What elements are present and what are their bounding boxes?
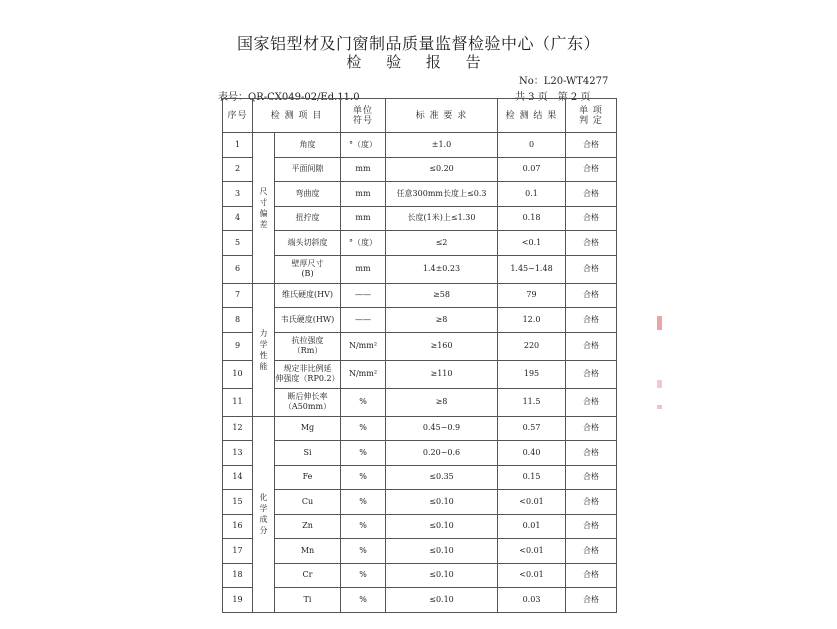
col-result-header: 检 测 结 果 [498, 99, 566, 133]
table-row: 8 韦氏硬度(HW) —— ≥8 12.0 合格 [223, 308, 617, 333]
col-judge-header: 单 项 判 定 [566, 99, 617, 133]
page-count: 共 3 页 第 2 页 [515, 92, 591, 103]
table-row: 10 规定非比例延 伸强度（RP0.2） N/mm² ≥110 195 合格 [223, 360, 617, 388]
form-number: 表号：QR-CX049-02/Ed.11.0 [218, 92, 360, 103]
seal-fragment [657, 380, 662, 388]
table-row: 5 端头切斜度 °（度） ≤2 <0.1 合格 [223, 231, 617, 256]
table-row: 3 弯曲度 mm 任意300mm长度上≤0.3 0.1 合格 [223, 182, 617, 207]
table-row: 2 平面间隙 mm ≤0.20 0.07 合格 [223, 157, 617, 182]
col-seq-header: 序号 [223, 99, 253, 133]
table-row: 7 力学性能 维氏硬度(HV) —— ≥58 79 合格 [223, 283, 617, 308]
report-number: No：L20-WT4277 [519, 76, 609, 87]
table-row: 6 壁厚尺寸 (B) mm 1.4±0.23 1.45~1.48 合格 [223, 255, 617, 283]
table-row: 13 Si % 0.20~0.6 0.40 合格 [223, 441, 617, 466]
table-row: 18 Cr % ≤0.10 <0.01 合格 [223, 563, 617, 588]
group-dimension: 尺寸偏差 [253, 133, 275, 284]
report-title: 检 验 报 告 [346, 53, 491, 71]
institution-title: 国家铝型材及门窗制品质量监督检验中心（广东） [236, 34, 600, 53]
table-row: 9 抗拉强度 （Rm） N/mm² ≥160 220 合格 [223, 332, 617, 360]
col-standard-header: 标 准 要 求 [386, 99, 498, 133]
table-row: 11 断后伸长率 （A50mm） % ≥8 11.5 合格 [223, 388, 617, 416]
col-item-header: 检 测 项 目 [253, 99, 341, 133]
table-row: 1 尺寸偏差 角度 °（度） ±1.0 0 合格 [223, 133, 617, 158]
table-row: 4 扭拧度 mm 长度(1米)上≤1.30 0.18 合格 [223, 206, 617, 231]
table-row: 12 化学成分 Mg % 0.45~0.9 0.57 合格 [223, 416, 617, 441]
seal-fragment [657, 405, 662, 409]
table-row: 17 Mn % ≤0.10 <0.01 合格 [223, 539, 617, 564]
table-header-row [223, 99, 617, 133]
col-unit-header: 单位 符号 [341, 99, 386, 133]
seal-fragment [657, 316, 662, 330]
table-row: 15 Cu % ≤0.10 <0.01 合格 [223, 490, 617, 515]
table-row: 14 Fe % ≤0.35 0.15 合格 [223, 465, 617, 490]
inspection-table [222, 98, 617, 613]
table-row: 16 Zn % ≤0.10 0.01 合格 [223, 514, 617, 539]
group-mechanical: 力学性能 [253, 283, 275, 416]
group-chemical: 化学成分 [253, 416, 275, 612]
table-row: 19 Ti % ≤0.10 0.03 合格 [223, 588, 617, 613]
